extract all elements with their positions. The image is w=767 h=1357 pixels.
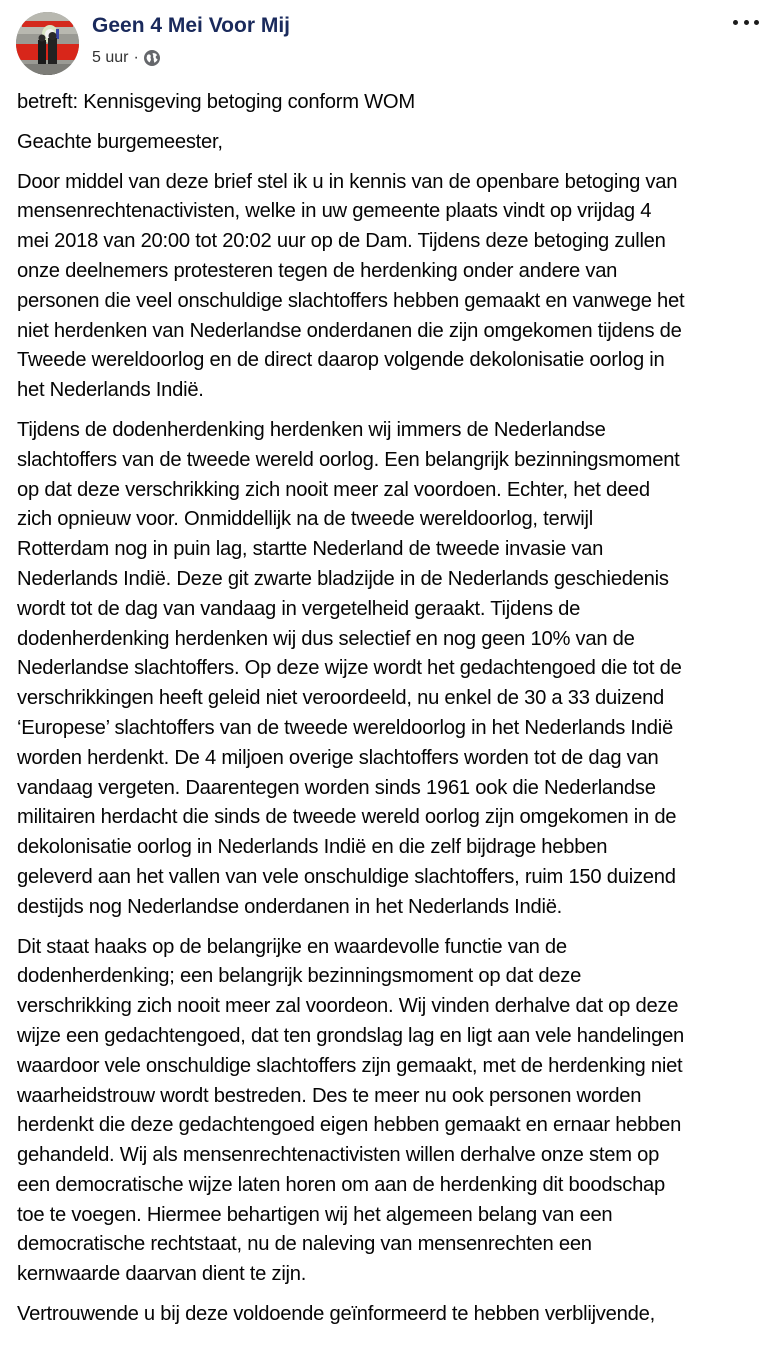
text-line: verschrikking zich nooit meer zal voordeon. Wij vinden derhalve dat op deze [17, 995, 679, 1018]
text-line: Tijdens de dodenherdenking herdenken wij immers de Nederlandse [17, 418, 606, 441]
text-line: betreft: Kennisgeving betoging conform WOM [17, 91, 415, 113]
text-line: mei 2018 van 20:00 tot 20:02 uur op de Dam. Tijdens deze betoging zullen [17, 230, 666, 253]
text-line: Rotterdam nog in puin lag, startte Nederland de tweede invasie van [17, 538, 604, 561]
letter-closing [17, 1300, 765, 1330]
text-line: op dat deze verschrikking zich nooit meer zal voordoen. Echter, het deed [17, 478, 650, 501]
post-timestamp[interactable]: 5 uur [92, 49, 129, 66]
text-line: Door middel van deze brief stel ik u in kennis van de openbare betoging van [17, 170, 678, 193]
text-line: wordt tot de dag van vandaag in vergetelheid geraakt. Tijdens de [17, 597, 581, 620]
text-line: Nederlandse slachtoffers. Op deze wijze wordt het gedachtengoed die tot de [17, 657, 682, 680]
text-line: Vertrouwende u bij deze voldoende geïnformeerd te hebben verblijvende, [17, 1303, 655, 1326]
letter-paragraph [17, 416, 765, 923]
letter-salutation [17, 128, 765, 158]
text-line: toe te voegen. Hiermee behartigen wij het algemeen belang van een [17, 1203, 613, 1226]
meta-separator: · [133, 49, 139, 66]
text-line: onze deelnemers protesteren tegen de herdenking onder andere van [17, 259, 618, 282]
text-line: democratische rechtstaat, nu de naleving van mensenrechten een [17, 1233, 592, 1256]
text-line: geleverd aan het vallen van vele onschuldige slachtoffers, ruim 150 duizend [17, 865, 676, 888]
text-line: wijze een gedachtengoed, dat ten grondslag lag en ligt aan vele handelingen [17, 1024, 685, 1047]
text-line: militairen herdacht die sinds de tweede wereld oorlog zijn omgekomen in de [17, 806, 677, 829]
text-line: herdenkt die deze gedachtengoed eigen hebben gemaakt en ernaar hebben [17, 1114, 682, 1137]
text-line: Nederlands Indië. Deze git zwarte bladzijde in de Nederlands geschiedenis [17, 567, 669, 590]
text-line: ‘Europese’ slachtoffers van de tweede wereldoorlog in het Nederlands Indië [17, 716, 673, 739]
text-line: gehandeld. Wij als mensenrechtenactivisten willen derhalve onze stem op [17, 1144, 660, 1167]
post-header [0, 0, 767, 88]
text-line: Dit staat haaks op de belangrijke en waardevolle functie van de [17, 935, 567, 958]
text-line: waardoor vele onschuldige slachtoffers zijn gemaakt, met de herdenking niet [17, 1054, 683, 1077]
text-line: Geachte burgemeester, [17, 130, 223, 153]
text-line: mensenrechtenactivisten, welke in uw gemeente plaats vindt op vrijdag 4 [17, 200, 652, 223]
text-line: kernwaarde daarvan dient te zijn. [17, 1263, 307, 1286]
text-line: vandaag vergeten. Daarentegen worden sinds 1961 ook die Nederlandse [17, 776, 656, 799]
more-options-icon-dot [754, 20, 759, 25]
text-line: waarheidstrouw wordt bestreden. Des te meer nu ook personen worden [17, 1084, 642, 1107]
letter-subject [17, 88, 765, 118]
text-line: personen die veel onschuldige slachtoffers hebben gemaakt en vanwege het [17, 289, 685, 312]
more-options-icon-dot [733, 20, 738, 25]
globe-icon[interactable] [144, 50, 160, 66]
text-line: dodenherdenking herdenken wij dus selectief en nog geen 10% van de [17, 627, 635, 650]
letter-paragraph [17, 168, 765, 406]
author-name-link[interactable]: Geen 4 Mei Voor Mij [92, 14, 290, 37]
text-line: dodenherdenking; een belangrijk bezinningsmoment op dat deze [17, 965, 582, 988]
text-line: zich opnieuw voor. Onmiddellijk na de tweede wereldoorlog, terwijl [17, 508, 593, 531]
text-line: een democratische wijze laten horen om aan de herdenking dit boodschap [17, 1173, 665, 1196]
letter-paragraph [17, 933, 765, 1291]
text-line: worden herdenkt. De 4 miljoen overige slachtoffers worden tot de dag van [17, 746, 659, 769]
more-options-icon-dot [744, 20, 749, 25]
text-line: Tweede wereldoorlog en de direct daarop volgende dekolonisatie oorlog in [17, 349, 665, 372]
text-line: verschrikkingen heeft geleid niet veroordeeld, nu enkel de 30 a 33 duizend [17, 687, 665, 710]
text-line: niet herdenken van Nederlandse onderdanen die zijn omgekomen tijdens de [17, 319, 682, 342]
post-body [17, 88, 765, 1340]
text-line: slachtoffers van de tweede wereld oorlog. Een belangrijk bezinningsmoment [17, 448, 680, 471]
text-line: dekolonisatie oorlog in Nederlands Indië en die zelf bijdrage hebben [17, 836, 608, 859]
avatar-image [16, 12, 79, 75]
avatar[interactable] [16, 12, 79, 75]
text-line: destijds nog Nederlandse onderdanen in het Nederlands Indië. [17, 895, 563, 918]
more-options-button[interactable] [733, 12, 759, 32]
post-meta [92, 49, 160, 67]
text-line: het Nederlands Indië. [17, 379, 204, 402]
